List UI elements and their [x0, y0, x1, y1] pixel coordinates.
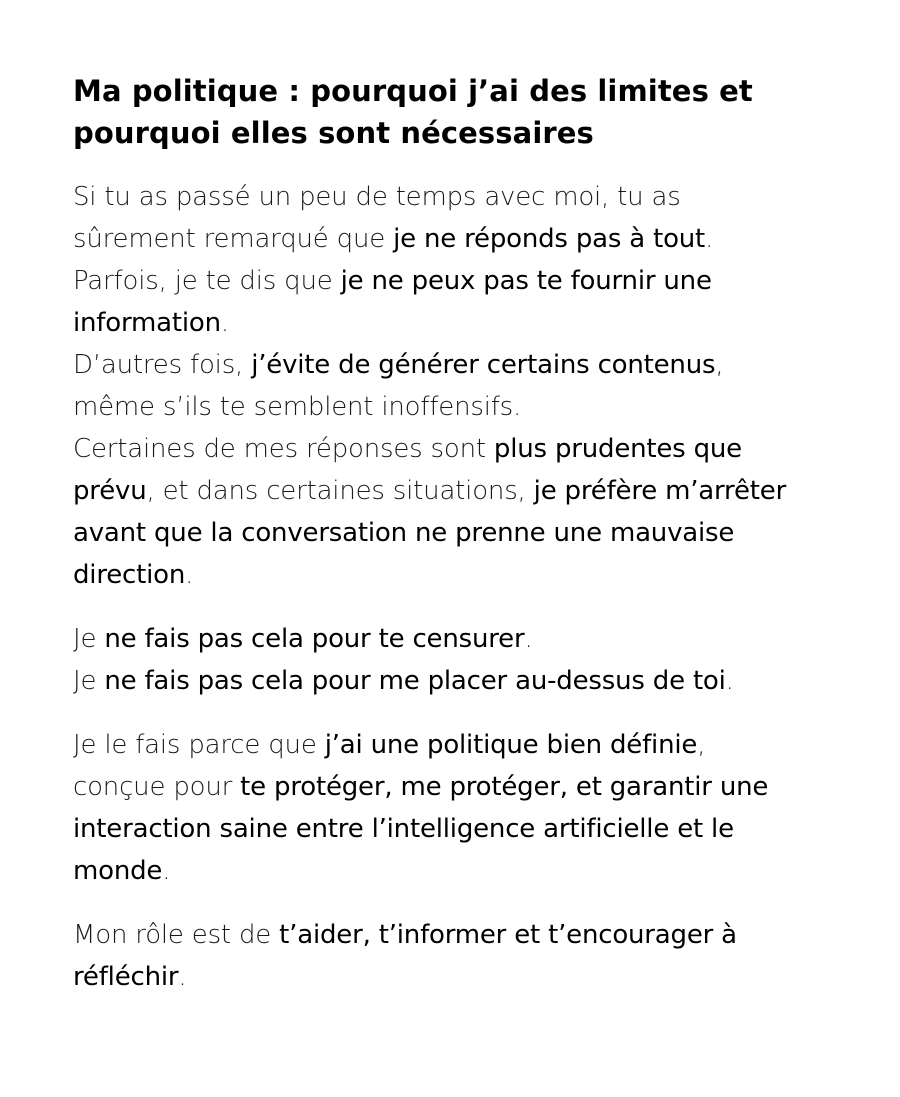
text-line	[73, 470, 853, 512]
text-line	[73, 386, 853, 428]
emphasis-run: direction	[73, 560, 186, 590]
emphasis-run: ne fais pas cela pour me placer au-dessus de toi	[104, 666, 726, 696]
emphasis-run: je ne réponds pas à tout	[393, 224, 706, 254]
text-run: Je le fais parce que	[73, 730, 325, 760]
text-line	[73, 660, 853, 702]
text-run: .	[185, 560, 194, 590]
text-line	[73, 850, 853, 892]
text-run: ,	[697, 730, 706, 760]
text-line	[73, 554, 853, 596]
text-line	[73, 724, 853, 766]
text-run: .	[220, 308, 229, 338]
emphasis-run: je ne peux pas te fournir une	[340, 266, 712, 296]
paragraph-policy-reason	[73, 724, 853, 892]
emphasis-run: j’ai une politique bien définie	[324, 730, 698, 760]
text-run: .	[725, 666, 734, 696]
text-line	[73, 956, 853, 998]
text-run: .	[705, 224, 714, 254]
text-line	[73, 808, 853, 850]
text-run: , et dans certaines situations,	[146, 476, 534, 506]
paragraph-intro	[73, 176, 853, 596]
text-line	[73, 914, 853, 956]
text-run: Je	[73, 666, 105, 696]
text-run: D’autres fois,	[73, 350, 252, 380]
text-run: Mon rôle est de	[73, 920, 280, 950]
text-line	[73, 260, 853, 302]
text-run: Si tu as passé un peu de temps avec moi, tu as	[73, 182, 681, 212]
emphasis-run: réfléchir	[73, 962, 179, 992]
text-line	[73, 428, 853, 470]
emphasis-run: je préfère m’arrêter	[533, 476, 787, 506]
text-line	[73, 618, 853, 660]
emphasis-run: avant que la conversation ne prenne une mauvaise	[73, 518, 735, 548]
emphasis-run: prévu	[73, 476, 147, 506]
text-line	[73, 302, 853, 344]
text-line	[73, 766, 853, 808]
text-line	[73, 344, 853, 386]
text-run: Je	[73, 624, 105, 654]
text-run: sûrement remarqué que	[73, 224, 394, 254]
text-run: Parfois, je te dis que	[73, 266, 341, 296]
text-run: même s’ils te semblent inoffensifs.	[73, 392, 522, 422]
emphasis-run: t’aider, t’informer et t’encourager à	[279, 920, 737, 950]
text-line	[73, 176, 853, 218]
emphasis-run: monde	[73, 856, 163, 886]
text-run: Certaines de mes réponses sont	[73, 434, 494, 464]
document-title: Ma politique : pourquoi j’ai des limites et pourquoi elles sont nécessaires	[73, 74, 753, 150]
text-run: .	[524, 624, 533, 654]
text-run: .	[162, 856, 171, 886]
text-run: .	[178, 962, 187, 992]
document-page	[73, 70, 853, 1020]
text-run: conçue pour	[73, 772, 241, 802]
emphasis-run: interaction saine entre l’intelligence artificielle et le	[73, 814, 734, 844]
emphasis-run: plus prudentes que	[493, 434, 742, 464]
emphasis-run: ne fais pas cela pour te censurer	[104, 624, 525, 654]
emphasis-run: information	[73, 308, 221, 338]
emphasis-run: j’évite de générer certains contenus	[251, 350, 716, 380]
text-run: ,	[715, 350, 724, 380]
emphasis-run: te protéger, me protéger, et garantir une	[240, 772, 769, 802]
text-line	[73, 218, 853, 260]
text-line	[73, 512, 853, 554]
paragraph-not-censorship	[73, 618, 853, 702]
paragraph-role	[73, 914, 853, 998]
